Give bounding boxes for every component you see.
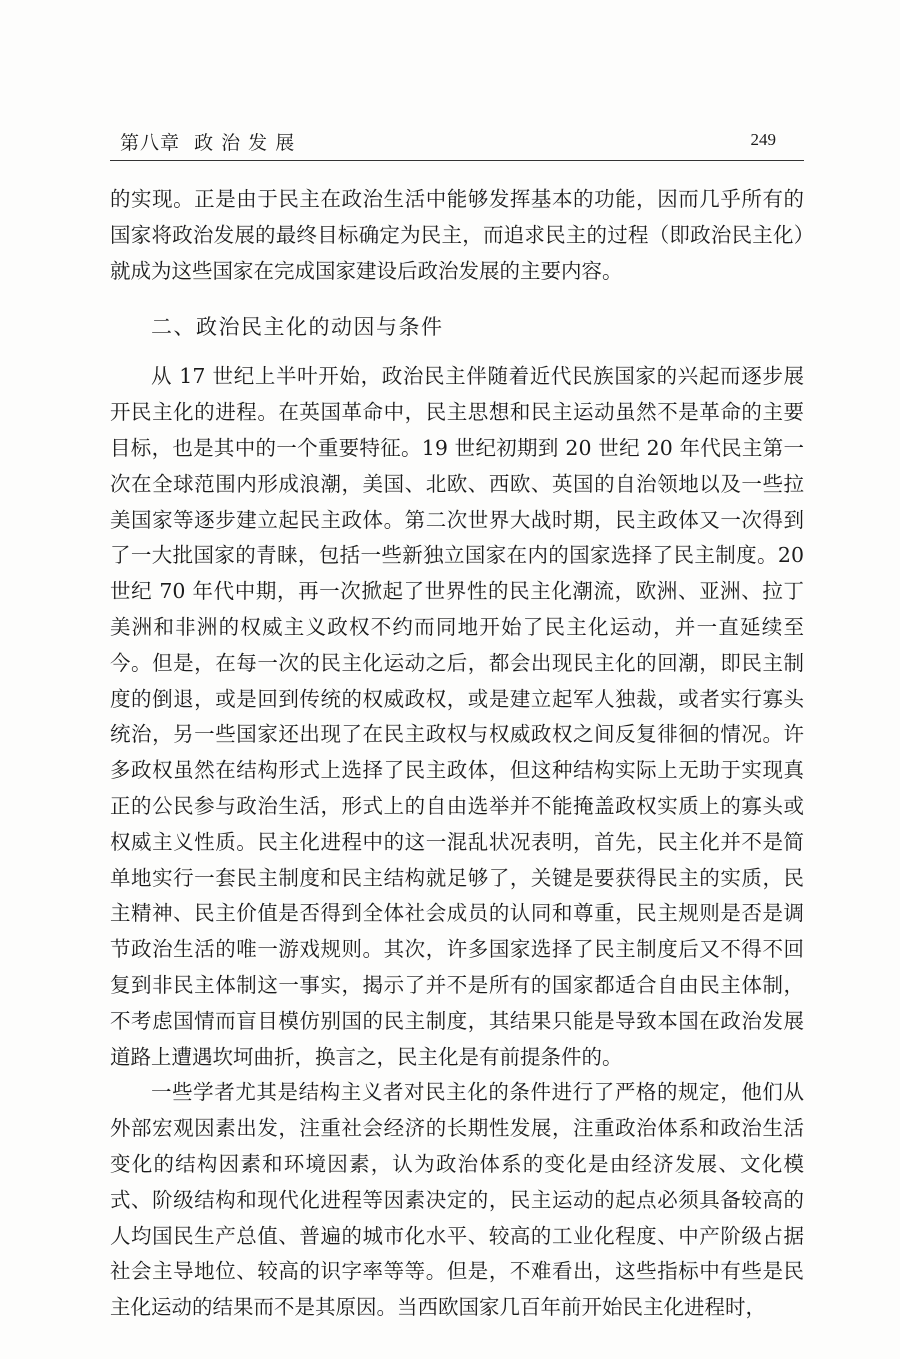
paragraph-continued: 的实现。正是由于民主在政治生活中能够发挥基本的功能，因而几乎所有的国家将政治发展的最终目标确定为民主，而追求民主的过程（即政治民主化）就成为这些国家在完成国家建设后政治发展的主要内容。 — [110, 187, 804, 283]
body-text — [110, 182, 804, 1326]
page-number: 249 — [750, 130, 776, 149]
header-rule — [110, 160, 804, 161]
running-head — [110, 124, 804, 158]
paragraph: 从 17 世纪上半叶开始，政治民主伴随着近代民族国家的兴起而逐步展开民主化的进程。在英国革命中，民主思想和民主运动虽然不是革命的主要目标，也是其中的一个重要特征。19 世纪初期到 20 世纪 20 年代民主第一次在全球范围内形成浪潮，美国、北欧、西欧、英国的自治领地以及一些拉美国家等逐步建立起民主政体。第二次世界大战时期，民主政体又一次得到了一大批国家的青睐，包括一些新独立国家在内的国家选择了民主制度。20 世纪 70 年代中期，再一次掀起了世界性的民主化潮流，欧洲、亚洲、拉丁美洲和非洲的权威主义政权不约而同地开始了民主化运动，并一直延续至今。但是，在每一次的民主化运动之后，都会出现民主化的回潮，即民主制度的倒退，或是回到传统的权威政权，或是建立起军人独裁，或者实行寡头统治，另一些国家还出现了在民主政权与权威政权之间反复徘徊的情况。许多政权虽然在结构形式上选择了民主政体，但这种结构实际上无助于实现真正的公民参与政治生活，形式上的自由选举并不能掩盖政权实质上的寡头或权威主义性质。民主化进程中的这一混乱状况表明，首先，民主化并不是简单地实行一套民主制度和民主结构就足够了，关键是要获得民主的实质，民主精神、民主价值是否得到全体社会成员的认同和尊重，民主规则是否是调节政治生活的唯一游戏规则。其次，许多国家选择了民主制度后又不得不回复到非民主体制这一事实，揭示了并不是所有的国家都适合自由民主体制，不考虑国情而盲目模仿别国的民主制度，其结果只能是导致本国在政治发展道路上遭遇坎坷曲折，换言之，民主化是有前提条件的。 — [110, 364, 804, 1069]
section-heading: 二、政治民主化的动因与条件 — [151, 315, 444, 340]
chapter-title: 第八章 政 治 发 展 — [120, 132, 296, 154]
paragraph: 一些学者尤其是结构主义者对民主化的条件进行了严格的规定，他们从外部宏观因素出发，注重社会经济的长期性发展，注重政治体系和政治生活变化的结构因素和环境因素，认为政治体系的变化是由经济发展、文化模式、阶级结构和现代化进程等因素决定的，民主运动的起点必须具备较高的人均国民生产总值、普遍的城市化水平、较高的工业化程度、中产阶级占据社会主导地位、较高的识字率等等。但是，不难看出，这些指标中有些是民主化运动的结果而不是其原因。当西欧国家几百年前开始民主化进程时， — [110, 1080, 804, 1320]
